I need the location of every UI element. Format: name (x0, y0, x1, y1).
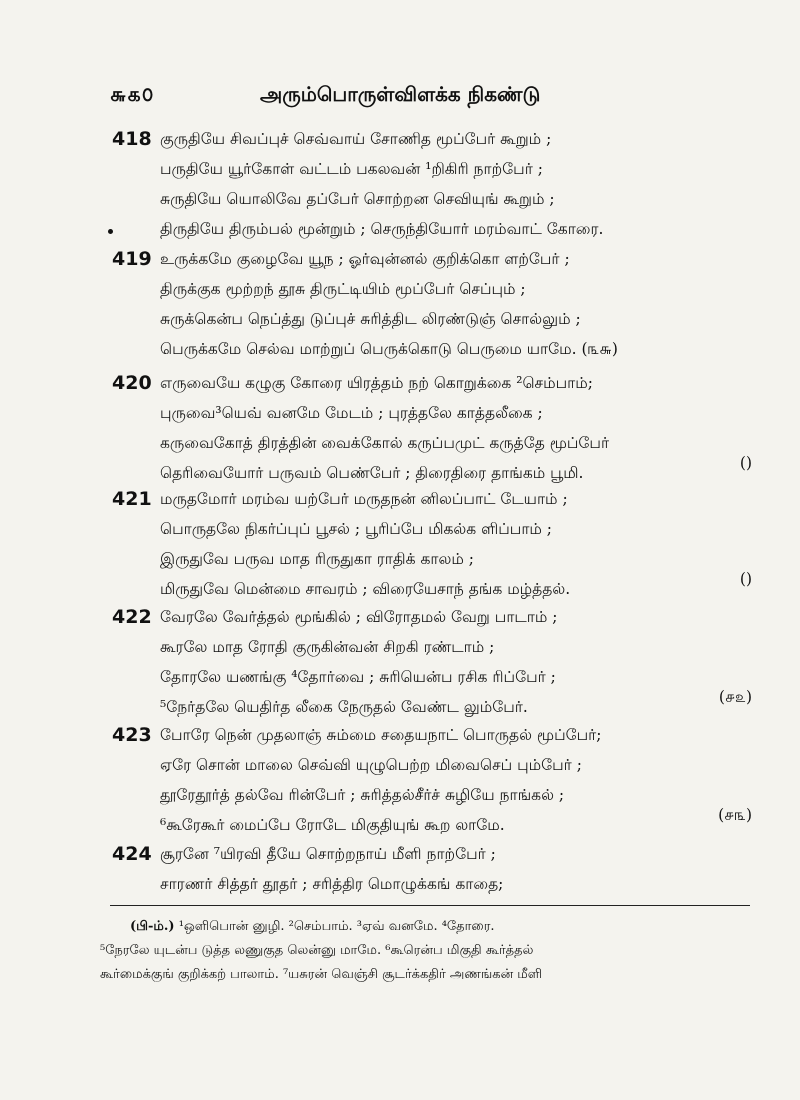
verse-line: மருதமோர் மரம்வ யற்பேர் மருதநன் னிலப்பாட் டேயாம் ; (160, 490, 568, 508)
verse-line: தோரலே யணங்கு ⁴தோர்வை ; சுரியென்ப ரசிக ரிப்பேர் ; (160, 668, 556, 686)
verse-line: உருக்கமே குழைவே யூந ; ஓர்வுன்னல் குறிக்கொ ளற்பேர் ; (160, 250, 570, 268)
verse-line: சுருதியே யொலிவே தப்பேர் சொற்றன செவியுங் கூறும் ; (160, 190, 555, 208)
footnote-divider (110, 905, 750, 906)
page-header (110, 82, 750, 116)
verse-number: 421 (112, 488, 152, 510)
verse-line: தெரிவையோர் பருவம் பெண்பேர் ; திரைதிரை தாங்கம் பூமி. (160, 464, 584, 482)
footnote-line (130, 915, 790, 939)
verse-line: கூரலே மாத ரோதி குருகின்வன் சிறகி ரண்டாம் ; (160, 638, 495, 656)
verse-number: 424 (112, 843, 152, 865)
verse-line: வேரலே வேர்த்தல் மூங்கில் ; விரோதமல் வேறு பாடாம் ; (160, 608, 558, 626)
ink-dot-mark (108, 229, 113, 234)
verse-end-mark: (௪௨) (718, 688, 752, 706)
verse-number: 419 (112, 248, 152, 270)
verse-end-mark: () (739, 570, 752, 588)
verse-line: மிருதுவே மென்மை சாவரம் ; விரையேசாந் தங்க மழ்த்தல். (160, 580, 571, 598)
verse-line: புருவை³யெவ் வனமே மேடம் ; புரத்தலே காத்தலீகை ; (160, 404, 543, 422)
verse-line: கருவைகோத் திரத்தின் வைக்கோல் கருப்பமுட் கருத்தே மூப்பேர் (160, 434, 610, 452)
verse-line: சூரனே ⁷யிரவி தீயே சொற்றநாய் மீளி நாற்பேர் ; (160, 845, 496, 863)
footnote-text: ¹ஒளிபொன் னுழி. ²செம்பாம். ³ஏவ் வனமே. ⁴தோரை. (178, 919, 495, 934)
verse-number: 418 (112, 128, 152, 150)
verse-line: இருதுவே பருவ மாத ரிருதுகா ராதிக் காலம் ; (160, 550, 474, 568)
page-number: ௬௧௦ (110, 82, 155, 106)
verse-line: பருதியே யூர்கோள் வட்டம் பகலவன் ¹றிகிரி நாற்பேர் ; (160, 160, 543, 178)
footnote-label: (பி-ம்.) (130, 919, 175, 934)
verse-line: ஏரே சொன் மாலை செவ்வி யுழுபெற்ற மிவைசெப் பும்பேர் ; (160, 756, 582, 774)
verse-line: எருவையே கழுகு கோரை யிரத்தம் நற் கொறுக்கை ²செம்பாம்; (160, 374, 593, 392)
verse-line: குருதியே சிவப்புச் செவ்வாய் சோணித மூப்பேர் கூறும் ; (160, 130, 552, 148)
page-title: அரும்பொருள்விளக்க நிகண்டு (260, 82, 541, 106)
verse-line: திருதியே திரும்பல் மூன்றும் ; செருந்தியோர் மரம்வாட் கோரை. (160, 220, 604, 238)
verse-line: ⁵நேர்தலே யெதிர்த லீகை நேருதல் வேண்ட லும்பேர். (160, 698, 528, 716)
verse-number: 420 (112, 372, 152, 394)
verse-line: பொருதலே நிகர்ப்புப் பூசல் ; பூரிப்பே மிகல்க ளிப்பாம் ; (160, 520, 553, 538)
verse-number: 422 (112, 606, 152, 628)
verse-line: போரே நென் முதலாஞ் சும்மை சதையநாட் பொருதல் மூப்பேர்; (160, 726, 602, 744)
verse-line: ⁶கூரேகூர் மைப்பே ரோடே மிகுதியுங் கூற லாமே. (160, 816, 505, 834)
verse-line: பெருக்கமே செல்வ மாற்றுப் பெருக்கொடு பெருமை யாமே. (௩௬) (160, 340, 618, 358)
verse-end-mark: (௪௩) (718, 806, 752, 824)
footnote-line: ⁵நேரலே யுடன்ப டுத்த லணுகுத லென்னு மாமே. ⁶கூரென்ப மிகுதி கூர்த்தல் (100, 943, 534, 958)
verse-end-mark: () (739, 454, 752, 472)
verse-line: திருக்குக மூற்றந் தூசு திருட்டியிம் மூப்பேர் செப்பும் ; (160, 280, 526, 298)
verse-number: 423 (112, 724, 152, 746)
footnote-line: கூர்மைக்குங் குறிக்கற் பாலாம். ⁷யசுரன் வெஞ்சி சூடர்க்கதிர் அணங்கன் மீளி (100, 967, 543, 982)
verse-line: தூரேதூர்த் தல்வே ரின்பேர் ; சுரித்தல்சீர்ச் சுழியே நாங்கல் ; (160, 786, 565, 804)
verse-line: சுருக்கென்ப நெப்த்து டுப்புச் சுரித்திட லிரண்டுஞ் சொல்லும் ; (160, 310, 581, 328)
verse-line: சாரணர் சித்தர் தூதர் ; சரித்திர மொழுக்கங் காதை; (160, 875, 504, 893)
